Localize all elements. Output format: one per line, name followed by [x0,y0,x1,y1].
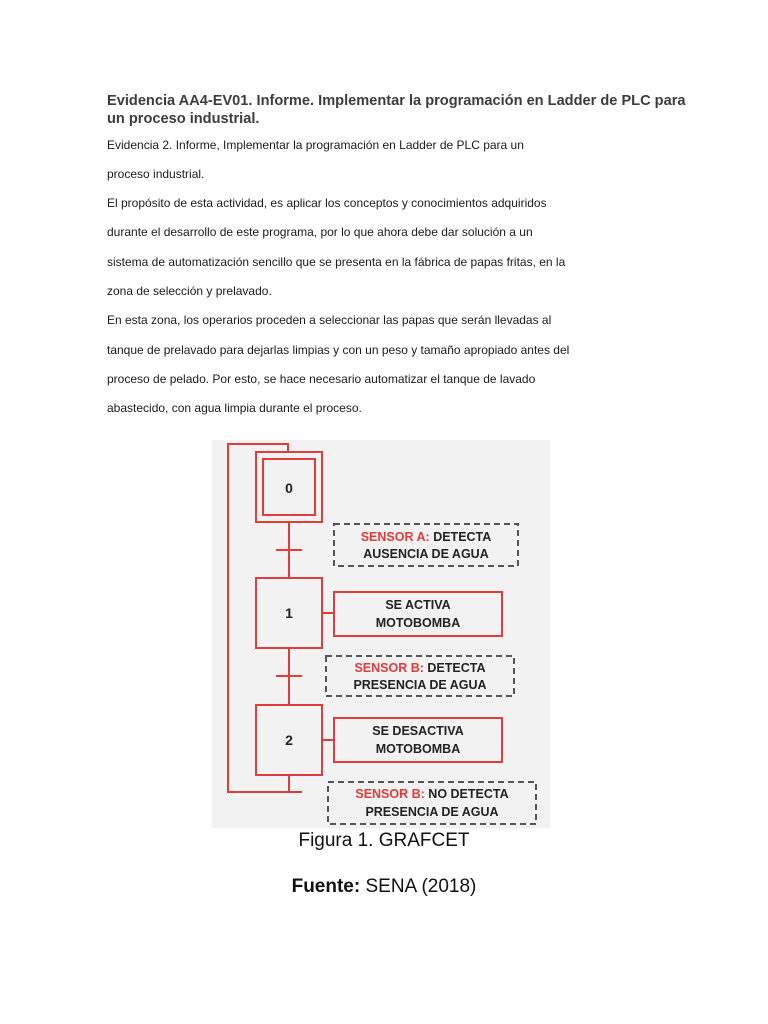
grafcet-diagram [212,440,550,828]
step-2-number: 2 [285,732,293,748]
source-value: SENA (2018) [365,876,477,897]
figure-source [0,876,768,898]
grafcet-figure [212,440,550,828]
paragraph-line: sistema de automatización sencillo que se presenta en la fábrica de papas fritas, en la [107,255,566,269]
paragraph-line: El propósito de esta actividad, es aplicar los conceptos y conocimientos adquiridos [107,196,547,210]
paragraph-line: proceso industrial. [107,167,205,181]
action-2-line1: SE DESACTIVA [372,724,464,738]
transition-a-condition: DETECTA [433,530,492,544]
transition-c-condition: NO DETECTA [428,787,509,801]
transition-b-text-line2: PRESENCIA DE AGUA [353,678,487,692]
transition-b-sensor: SENSOR B: [354,661,424,675]
paragraph-line: Evidencia 2. Informe, Implementar la programación en Ladder de PLC para un [107,138,524,152]
figure-caption: Figura 1. GRAFCET [298,830,470,851]
paragraph-line: En esta zona, los operarios proceden a seleccionar las papas que serán llevadas al [107,313,552,327]
step-1-number: 1 [285,605,293,621]
return-loop-line [228,444,288,792]
paragraph-line: proceso de pelado. Por esto, se hace necesario automatizar el tanque de lavado [107,372,536,386]
paragraph-line: tanque de prelavado para dejarlas limpias y con un peso y tamaño apropiado antes del [107,343,570,357]
transition-c-text-line1 [355,787,508,801]
transition-a-text-line2: AUSENCIA DE AGUA [363,547,489,561]
transition-b-condition: DETECTA [427,661,486,675]
action-2-line2: MOTOBOMBA [375,742,461,756]
transition-a-text-line1 [361,530,492,544]
paragraph-line: abastecido, con agua limpia durante el proceso. [107,401,362,415]
transition-c-text-line2: PRESENCIA DE AGUA [365,805,499,819]
action-1-line2: MOTOBOMBA [375,616,461,630]
document-title: Evidencia AA4-EV01. Informe. Implementar la programación en Ladder de PLC para un proceso industrial. [107,93,686,127]
paragraph-line: durante el desarrollo de este programa, por lo que ahora debe dar solución a un [107,225,533,239]
paragraph-line: zona de selección y prelavado. [107,284,272,298]
source-label: Fuente: [291,876,361,897]
transition-a-sensor: SENSOR A: [360,530,430,544]
transition-b-text-line1 [354,661,485,675]
transition-c-sensor: SENSOR B: [355,787,425,801]
action-1-line1: SE ACTIVA [385,598,451,612]
step-0-number: 0 [285,480,293,496]
